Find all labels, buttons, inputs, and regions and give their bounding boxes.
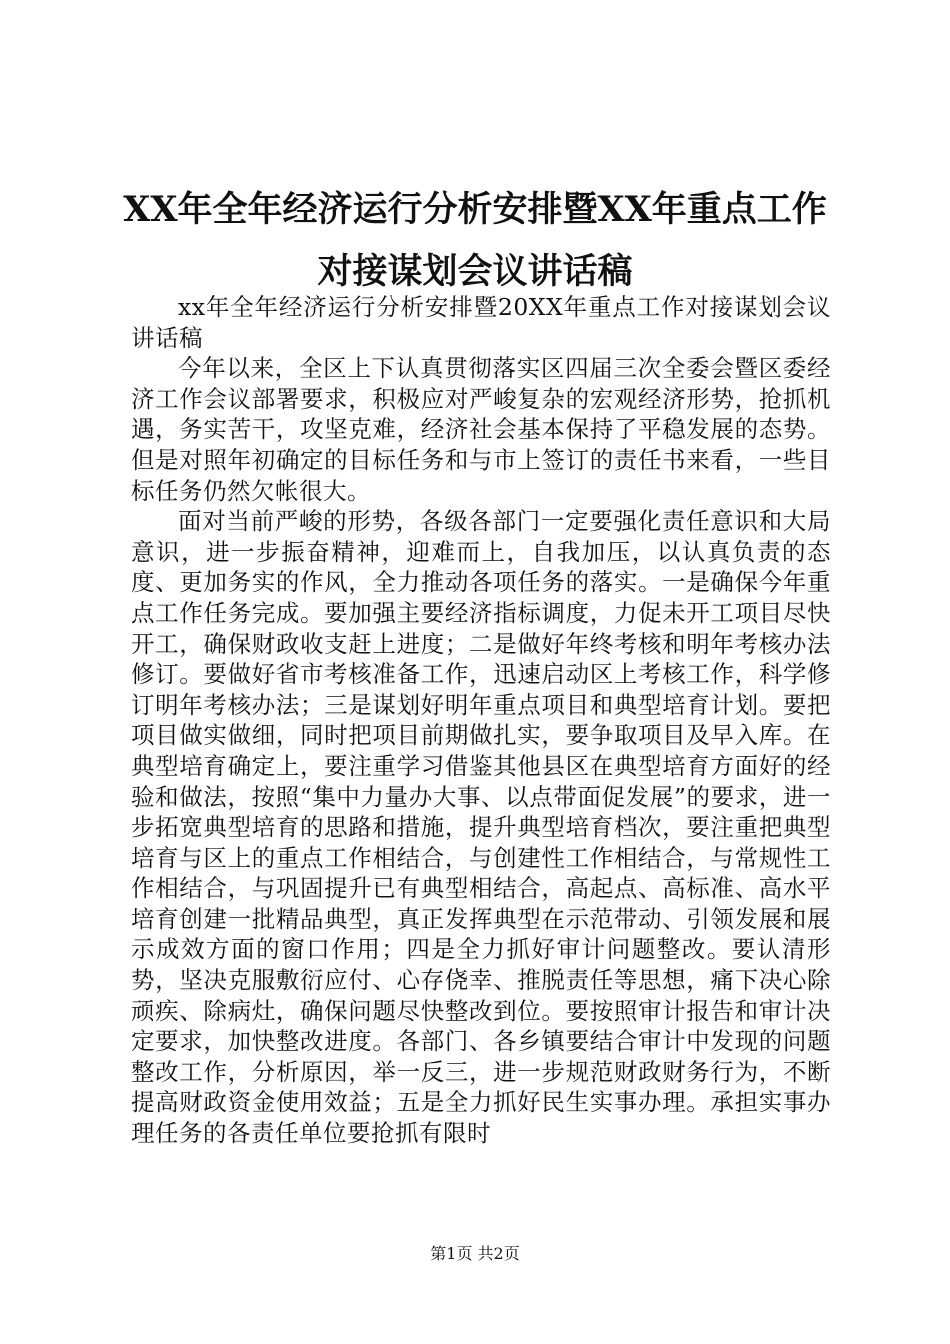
paragraph-subtitle: xx年全年经济运行分析安排暨20XX年重点工作对接谋划会议讲话稿	[131, 293, 831, 352]
paragraph-2: 面对当前严峻的形势，各级各部门一定要强化责任意识和大局意识，进一步振奋精神，迎难而上，自我加压，以认真负责的态度、更加务实的作风，全力推动各项任务的落实。一是确保今年重点工作任务完成。要加强主要经济指标调度，力促未开工项目尽快开工，确保财政收支赶上进度；二是做好年终考核和明年考核办法修订。要做好省市考核准备工作，迅速启动区上考核工作，科学修订明年考核办法；三是谋划好明年重点项目和典型培育计划。要把项目做实做细，同时把项目前期做扎实，要争取项目及早入库。在典型培育确定上，要注重学习借鉴其他县区在典型培育方面好的经验和做法，按照“集中力量办大事、以点带面促发展”的要求，进一步拓宽典型培育的思路和措施，提升典型培育档次，要注重把典型培育与区上的重点工作相结合，与创建性工作相结合，与常规性工作相结合，与巩固提升已有典型相结合，高起点、高标准、高水平培育创建一批精品典型，真正发挥典型在示范带动、引领发展和展示成效方面的窗口作用；四是全力抓好审计问题整改。要认清形势，坚决克服敷衍应付、心存侥幸、推脱责任等思想，痛下决心除顽疾、除病灶，确保问题尽快整改到位。要按照审计报告和审计决定要求，加快整改进度。各部门、各乡镇要结合审计中发现的问题整改工作，分析原因，举一反三，进一步规范财政财务行为，不断提高财政资金使用效益；五是全力抓好民生实事办理。承担实事办理任务的各责任单位要抢抓有限时	[131, 507, 831, 1148]
document-body	[131, 292, 831, 1149]
paragraph-1: 今年以来，全区上下认真贯彻落实区四届三次全委会暨区委经济工作会议部署要求，积极应对严峻复杂的宏观经济形势，抢抓机遇，务实苦干，攻坚克难，经济社会基本保持了平稳发展的态势。但是对照年初确定的目标任务和与市上签订的责任书来看，一些目标任务仍然欠帐很大。	[131, 354, 831, 505]
document-title-line-1: XX年全年经济运行分析安排暨XX年重点工作	[123, 189, 827, 230]
document-title-line-2: 对接谋划会议讲话稿	[317, 251, 633, 292]
page-footer: 第1页 共2页	[430, 1244, 520, 1263]
